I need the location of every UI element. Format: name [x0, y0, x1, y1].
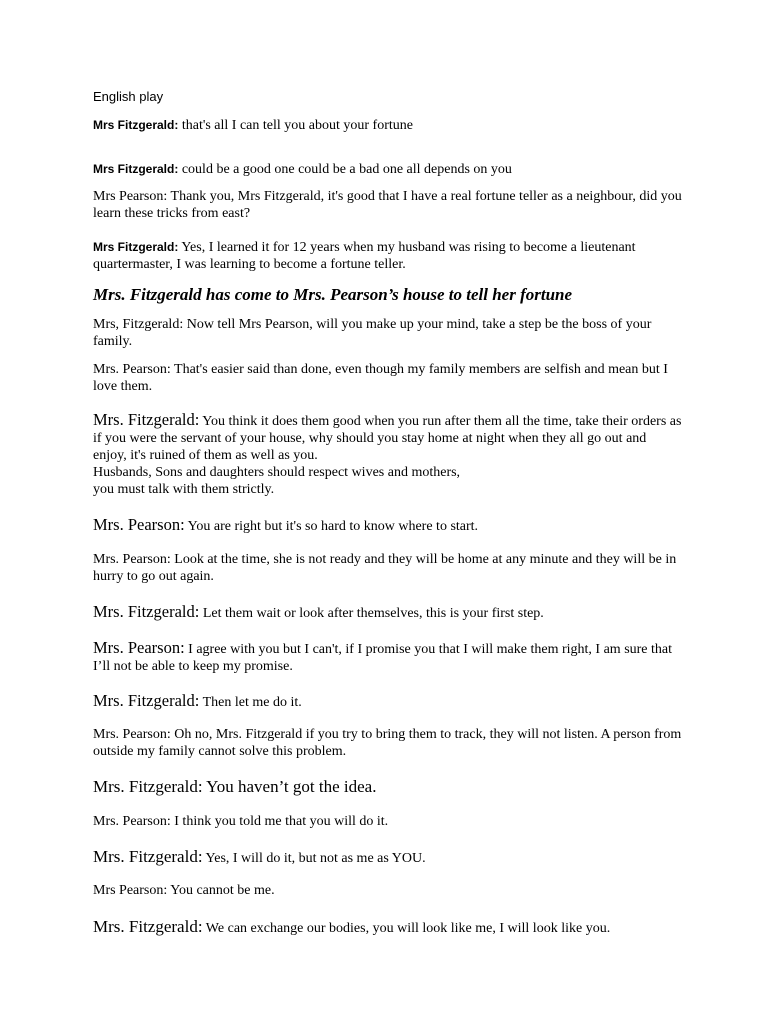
dialogue-text: Mrs. Pearson: I think you told me that you will do it. — [93, 814, 389, 829]
document-title: English play — [93, 89, 164, 104]
dialogue-line-12 — [93, 692, 683, 711]
dialogue-line-3 — [93, 188, 683, 222]
dialogue-line-7 — [93, 411, 683, 498]
dialogue-line-16 — [93, 848, 683, 867]
speaker-label: Mrs. Pearson: — [93, 638, 185, 657]
dialogue-text: you must talk with them strictly. — [93, 482, 275, 497]
speaker-label: Mrs. Fitzgerald: — [93, 410, 200, 429]
dialogue-line-10 — [93, 603, 683, 622]
dialogue-text: We can exchange our bodies, you will look like me, I will look like you. — [202, 921, 611, 936]
dialogue-text: could be a good one could be a bad one all depends on you — [178, 162, 512, 177]
dialogue-line-5 — [93, 316, 683, 350]
dialogue-line-18 — [93, 918, 683, 937]
dialogue-text: Mrs, Fitzgerald: Now tell Mrs Pearson, will you make up your mind, take a step be the boss of your family. — [93, 317, 652, 349]
speaker-label: Mrs. Fitzgerald: — [93, 691, 200, 710]
dialogue-text: You think it does them good when you run after them all the time, take their orders as if you were the servant of your house, why should you stay home at night when they all go out and enjoy, it's ruined of them as well as you. — [93, 414, 682, 463]
dialogue-text: Let them wait or look after themselves, this is your first step. — [199, 606, 544, 621]
speaker-label: Mrs. Fitzgerald: — [93, 917, 203, 936]
speaker-label: Mrs. Fitzgerald: — [93, 847, 203, 866]
dialogue-text: Mrs Pearson: Thank you, Mrs Fitzgerald, it's good that I have a real fortune teller as a neighbour, did you learn these tricks from east? — [93, 189, 682, 221]
dialogue-text: Mrs. Pearson: Look at the time, she is not ready and they will be home at any minute and they will be in hurry to go out again. — [93, 552, 677, 584]
dialogue-line-9 — [93, 551, 683, 585]
dialogue-line-4 — [93, 239, 683, 273]
dialogue-text: Husbands, Sons and daughters should respect wives and mothers, — [93, 465, 461, 480]
speaker-label: Mrs Fitzgerald: — [93, 240, 179, 254]
dialogue-text: Yes, I learned it for 12 years when my husband was rising to become a lieutenant quartermaster, I was learning to become a fortune teller. — [93, 240, 636, 272]
dialogue-line-15 — [93, 813, 683, 830]
dialogue-text: Mrs. Pearson: That's easier said than done, even though my family members are selfish and mean but I love them. — [93, 362, 668, 394]
dialogue-line-13 — [93, 726, 683, 760]
dialogue-line-17 — [93, 882, 683, 899]
speaker-label: Mrs. Fitzgerald: — [93, 602, 200, 621]
scene-heading: Mrs. Fitzgerald has come to Mrs. Pearson’s house to tell her fortune — [93, 285, 573, 304]
dialogue-text: You are right but it's so hard to know where to start. — [184, 519, 479, 534]
dialogue-line-11 — [93, 639, 683, 675]
dialogue-text: that's all I can tell you about your fortune — [178, 118, 413, 133]
dialogue-text: Yes, I will do it, but not as me as YOU. — [202, 851, 426, 866]
dialogue-text: I agree with you but I can't, if I promise you that I will make them right, I am sure that I’ll not be able to keep my promise. — [93, 642, 673, 674]
speaker-label: Mrs. Pearson: — [93, 515, 185, 534]
dialogue-line-6 — [93, 361, 683, 395]
dialogue-line-2 — [93, 161, 683, 178]
dialogue-text: Mrs. Pearson: Oh no, Mrs. Fitzgerald if you try to bring them to track, they will not listen. A person from outside my family cannot solve this problem. — [93, 727, 682, 759]
dialogue-text: Mrs Pearson: You cannot be me. — [93, 883, 275, 898]
dialogue-line-1 — [93, 117, 683, 134]
speaker-label: Mrs Fitzgerald: — [93, 162, 179, 176]
dialogue-line-8 — [93, 516, 683, 535]
dialogue-line-14: Mrs. Fitzgerald: You haven’t got the idea. — [93, 777, 377, 796]
speaker-label: Mrs Fitzgerald: — [93, 118, 179, 132]
dialogue-text: Then let me do it. — [199, 695, 302, 710]
